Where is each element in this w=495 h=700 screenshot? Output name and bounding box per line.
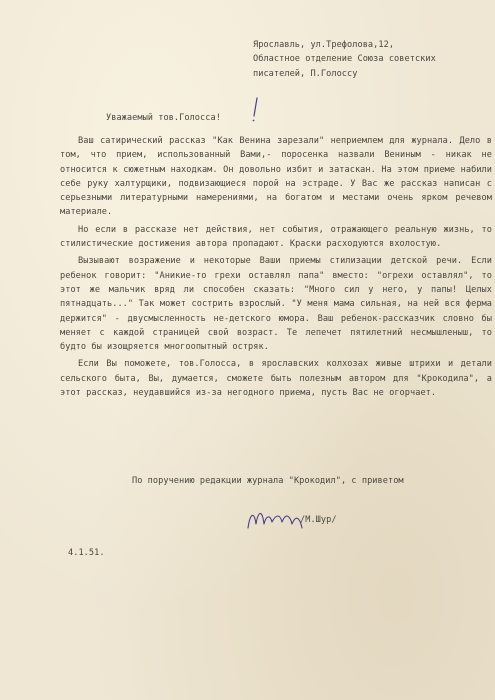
- letter-date: 4.1.51.: [68, 548, 105, 558]
- handwritten-signature: [248, 513, 302, 528]
- address-line: писателей, П.Голоссу: [253, 68, 358, 79]
- body-paragraph: Вызывают возражение и некоторые Ваши приемы стилизации детской речи. Если ребенок говорит: "Аникие-то грехи оставлял папа" вместо: "огрехи оставлял", то этот же мальчик вряд ли способен сказать: "Много сил у него, у папы! Целых пятнадцать..." Так может сострить взрослый. "У меня мама сильная, на ней вся ферма держится" - двусмысленность не-детского юмора. Ваш ребенок-рассказчик словно бы меняет с каждой страницей свой возраст. Те лепечет пятилетний несмышленыш, то будто бы изощряется многоопытный остряк.: [60, 256, 492, 353]
- typed-signature: /М.Шур/: [300, 515, 337, 525]
- body-paragraph: Но если в рассказе нет действия, нет события, отражающего реальную жизнь, то стилистические достижения автора пропадают. Краски расходуются вхолостую.: [60, 224, 492, 250]
- pen-exclamation-dot: [253, 120, 255, 122]
- letter-body: [60, 134, 492, 403]
- address-line: Областное отделение Союза советских: [253, 54, 436, 65]
- closing-line: По поручению редакции журнала "Крокодил", с приветом: [132, 476, 404, 486]
- body-paragraph: Ваш сатирический рассказ "Как Венина зарезали" неприемлем для журнала. Дело в том, что прием, использованный Вами,- поросенка назвали Вениным - никак не относится к сюжетным находкам. Он довольно избит и затаскан. На этом приеме набили себе руку халтурщики, подвизающиеся порой на эстраде. У Вас же рассказ написан с серьезными литературными намерениями, на богатом и местами очень ярком речевом материале.: [60, 136, 492, 218]
- pen-exclamation: [254, 98, 257, 116]
- salutation: Уважаемый тов.Голосса!: [106, 113, 221, 123]
- body-paragraph: Если Вы поможете, тов.Голосса, в ярославских колхозах живые штрихи и детали сельского быта, Вы, думается, сможете быть полезным автором для "Крокодила", а этот рассказ, неудавшийся из-за негодного приема, пусть Вас не огорчает.: [60, 359, 492, 399]
- address-line: Ярославль, ул.Трефолова,12,: [253, 40, 395, 50]
- recipient-address: [253, 38, 489, 81]
